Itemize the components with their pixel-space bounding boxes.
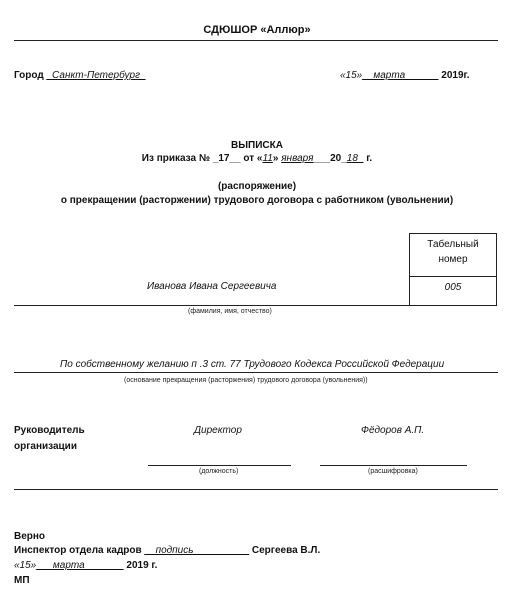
- inspector-line: [14, 545, 320, 556]
- header-date: [340, 70, 469, 81]
- order-prefix: Из приказа № _17__ от «: [141, 153, 263, 164]
- head-position: Директор: [194, 425, 242, 436]
- header-divider: [14, 40, 498, 41]
- order-day: 11: [262, 153, 273, 164]
- header-date-year: 2019г.: [438, 70, 470, 81]
- employee-name-line: [14, 305, 409, 306]
- basis-line: [14, 372, 498, 373]
- order-mid: »: [272, 153, 282, 164]
- city-value: _Санкт-Петербург_: [46, 70, 146, 81]
- employee-name-caption: (фамилия, имя, отчество): [188, 308, 272, 315]
- tabel-number-box: [409, 233, 497, 306]
- basis-caption: (основание прекращения (расторжения) трудового договора (увольнения)): [124, 377, 368, 384]
- subtitle-termination: о прекращении (расторжении) трудового договора с работником (увольнении): [60, 195, 454, 206]
- head-signature-name: Фёдоров А.П.: [361, 425, 425, 436]
- verno-label: Верно: [14, 531, 46, 542]
- inspector-name: Сергеева В.Л.: [249, 545, 321, 556]
- head-label-1: Руководитель: [14, 425, 85, 436]
- order-month: января: [281, 153, 314, 164]
- tabel-label-1: Табельный: [427, 239, 479, 250]
- tabel-box-divider: [410, 276, 496, 277]
- stamp-label: МП: [14, 575, 30, 586]
- order-line: [0, 153, 514, 164]
- position-caption: (должность): [199, 468, 239, 475]
- organization-name: СДЮШОР «Аллюр»: [203, 24, 311, 36]
- certified-date: [14, 560, 157, 571]
- inspector-label: Инспектор отдела кадров: [14, 545, 145, 556]
- order-year-part: ___20_: [313, 153, 347, 164]
- inspector-signature: __подпись__________: [144, 545, 250, 556]
- position-line: [148, 465, 291, 466]
- document-title: ВЫПИСКА: [231, 140, 283, 151]
- head-label-2: организации: [14, 441, 77, 452]
- city-line: [14, 70, 146, 81]
- certified-date-month: ___марта_______: [36, 560, 124, 571]
- tabel-number-value: 005: [444, 282, 462, 293]
- employee-name: Иванова Ивана Сергеевича: [147, 281, 277, 292]
- certified-date-year: 2019 г.: [123, 560, 158, 571]
- header-date-month: __марта______: [362, 70, 439, 81]
- head-section-divider: [14, 489, 498, 490]
- city-label: Город: [14, 70, 47, 81]
- tabel-label-2: номер: [438, 254, 468, 265]
- signature-line: [320, 465, 467, 466]
- order-suffix: г.: [363, 153, 373, 164]
- header-date-day: «15»: [340, 70, 363, 81]
- termination-basis: По собственному желанию п .3 ст. 77 Трудового Кодекса Российской Федерации: [60, 359, 445, 370]
- signature-caption: (расшифровка): [368, 468, 418, 475]
- certified-date-day: «15»: [14, 560, 37, 571]
- subtitle-order-type: (распоряжение): [217, 181, 297, 192]
- order-year: 18_: [346, 153, 364, 164]
